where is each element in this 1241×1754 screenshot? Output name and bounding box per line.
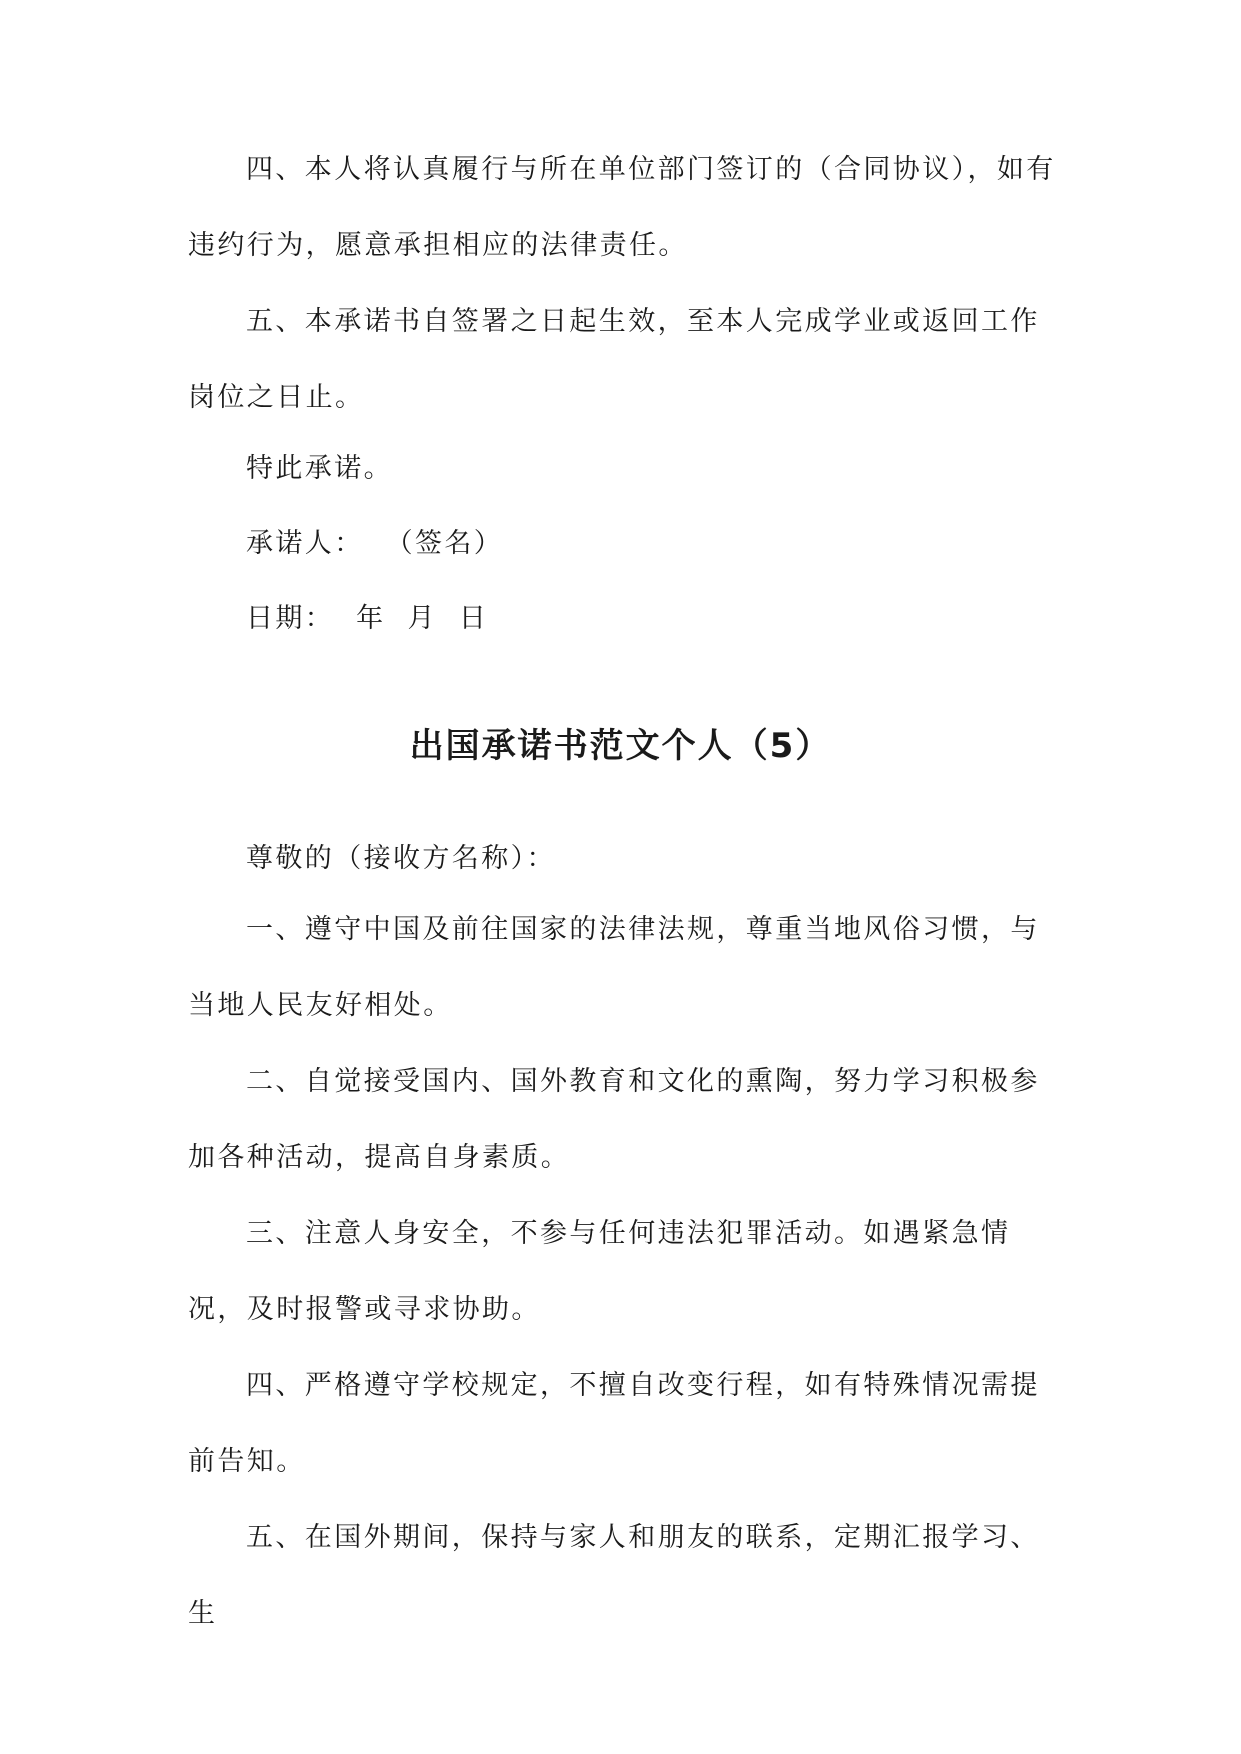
closing-line: 特此承诺。	[246, 453, 393, 484]
list-item: 一、遵守中国及前往国家的法律法规，尊重当地风俗习惯，与当地人民友好相处。	[188, 914, 1040, 1021]
list-item: 二、自觉接受国内、国外教育和文化的熏陶，努力学习积极参加各种活动，提高自身素质。	[188, 1066, 1040, 1173]
salutation: 尊敬的（接收方名称）：	[246, 843, 556, 874]
section-title: 出国承诺书范文个人（5）	[409, 726, 832, 766]
list-item: 四、严格遵守学校规定，不擅自改变行程，如有特殊情况需提前告知。	[188, 1370, 1040, 1477]
paragraph-item-5: 五、本承诺书自签署之日起生效，至本人完成学业或返回工作岗位之日止。	[188, 306, 1040, 413]
paragraph-item-4: 四、本人将认真履行与所在单位部门签订的（合同协议），如有违约行为，愿意承担相应的法律责任。	[188, 154, 1056, 261]
date-line: 日期： 年 月 日	[246, 603, 489, 634]
signer-line: 承诺人： （签名）	[246, 528, 504, 559]
list-item: 五、在国外期间，保持与家人和朋友的联系，定期汇报学习、生	[188, 1522, 1040, 1629]
list-item: 三、注意人身安全，不参与任何违法犯罪活动。如遇紧急情况，及时报警或寻求协助。	[188, 1218, 1011, 1325]
